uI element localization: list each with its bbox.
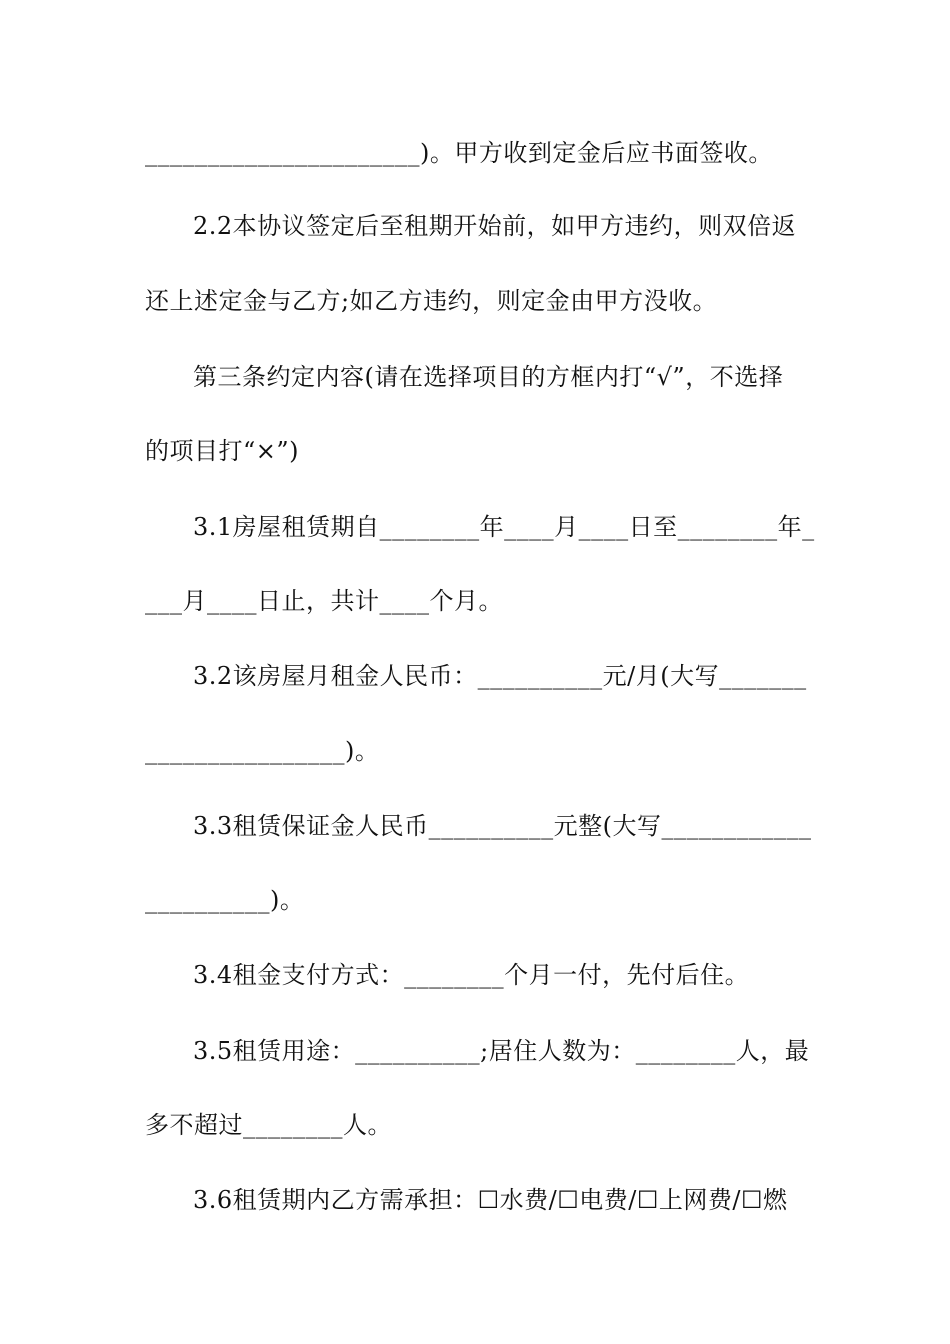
para-3-5-line-2: 多不超过________人。	[145, 1111, 392, 1139]
para-3-2-line-1: 3.2该房屋月租金人民币：__________元/月(大写_______	[193, 662, 807, 690]
para-3-3-line-2: __________)。	[145, 886, 305, 914]
para-3-6-line-1: 3.6租赁期内乙方需承担：☐水费/☐电费/☐上网费/☐燃	[193, 1186, 788, 1214]
article-3-title-line-2: 的项目打“×”)	[145, 437, 300, 465]
para-3-1-line-2: ___月____日止，共计____个月。	[145, 587, 503, 615]
para-3-3-line-1: 3.3租赁保证金人民币__________元整(大写____________	[193, 812, 812, 840]
para-line-1: ______________________)。甲方收到定金后应书面签收。	[145, 139, 773, 167]
article-3-title-line-1: 第三条约定内容(请在选择项目的方框内打“√”，不选择	[193, 363, 784, 391]
para-3-1-line-1: 3.1房屋租赁期自________年____月____日至________年_	[193, 513, 815, 541]
para-3-5-line-1: 3.5租赁用途：__________;居住人数为：________人，最	[193, 1037, 810, 1065]
para-2-2-line-1: 2.2本协议签定后至租期开始前，如甲方违约，则双倍返	[193, 212, 797, 240]
para-2-2-line-2: 还上述定金与乙方;如乙方违约，则定金由甲方没收。	[145, 287, 718, 315]
para-3-4-line-1: 3.4租金支付方式：________个月一付，先付后住。	[193, 961, 750, 989]
para-3-2-line-2: ________________)。	[145, 737, 380, 765]
